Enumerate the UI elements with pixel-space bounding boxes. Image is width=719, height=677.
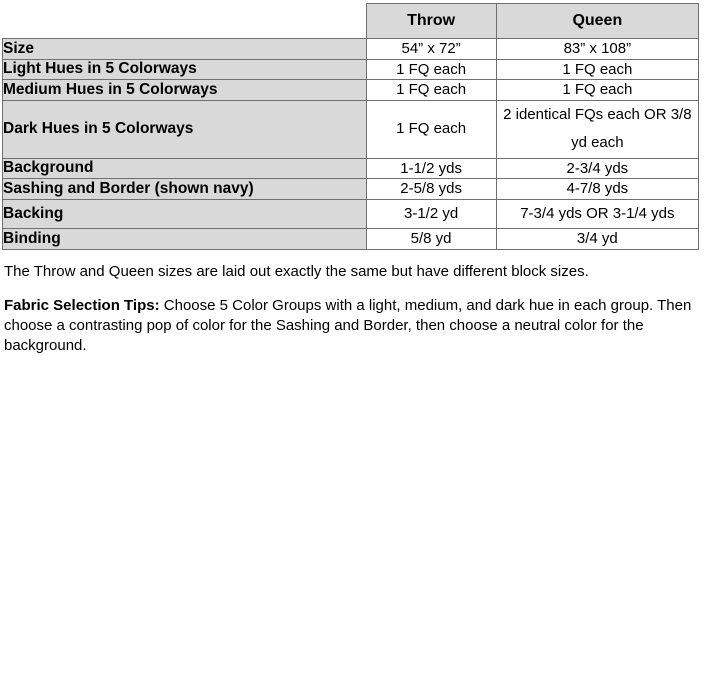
document-page — [0, 3, 719, 677]
cell-background-throw: 1-1/2 yds — [366, 158, 496, 179]
row-label-dark-hues: Dark Hues in 5 Colorways — [3, 100, 367, 158]
cell-binding-throw: 5/8 yd — [366, 229, 496, 250]
table-header-throw: Throw — [366, 4, 496, 39]
table-row — [3, 158, 699, 179]
table-row — [3, 199, 699, 229]
table-body — [3, 39, 699, 250]
cell-backing-queen: 7-3/4 yds OR 3-1/4 yds — [496, 199, 698, 229]
cell-size-queen: 83” x 108” — [496, 39, 698, 60]
cell-medium-hues-queen: 1 FQ each — [496, 80, 698, 101]
cell-sashing-border-throw: 2-5/8 yds — [366, 179, 496, 200]
cell-light-hues-queen: 1 FQ each — [496, 59, 698, 80]
size-note: The Throw and Queen sizes are laid out exactly the same but have different block sizes. — [4, 262, 589, 280]
tips-body: Choose 5 Color Groups with a light, medium, and dark hue in each group. Then choose a contrasting pop of color for the Sashing and Border, then choose a neutral color for the background. — [4, 296, 692, 355]
table-header-blank — [3, 4, 367, 39]
notes-section — [4, 262, 715, 357]
cell-dark-hues-throw: 1 FQ each — [366, 100, 496, 158]
table-row — [3, 100, 699, 158]
row-label-size: Size — [3, 39, 367, 60]
cell-medium-hues-throw: 1 FQ each — [366, 80, 496, 101]
cell-backing-throw: 3-1/2 yd — [366, 199, 496, 229]
row-label-sashing-border: Sashing and Border (shown navy) — [3, 179, 367, 200]
row-label-backing: Backing — [3, 199, 367, 229]
table-row — [3, 39, 699, 60]
table-header-row — [3, 4, 699, 39]
cell-dark-hues-queen: 2 identical FQs each OR 3/8 yd each — [496, 100, 698, 158]
row-label-background: Background — [3, 158, 367, 179]
row-label-light-hues: Light Hues in 5 Colorways — [3, 59, 367, 80]
table-row — [3, 80, 699, 101]
table-row — [3, 59, 699, 80]
tips-label: Fabric Selection Tips: — [4, 296, 160, 314]
row-label-binding: Binding — [3, 229, 367, 250]
cell-binding-queen: 3/4 yd — [496, 229, 698, 250]
fabric-selection-tips — [4, 296, 715, 357]
cell-background-queen: 2-3/4 yds — [496, 158, 698, 179]
fabric-requirements-table — [2, 3, 699, 250]
cell-light-hues-throw: 1 FQ each — [366, 59, 496, 80]
table-row — [3, 229, 699, 250]
cell-sashing-border-queen: 4-7/8 yds — [496, 179, 698, 200]
table-header-queen: Queen — [496, 4, 698, 39]
table-row — [3, 179, 699, 200]
table-header — [3, 4, 699, 39]
cell-size-throw: 54” x 72” — [366, 39, 496, 60]
row-label-medium-hues: Medium Hues in 5 Colorways — [3, 80, 367, 101]
